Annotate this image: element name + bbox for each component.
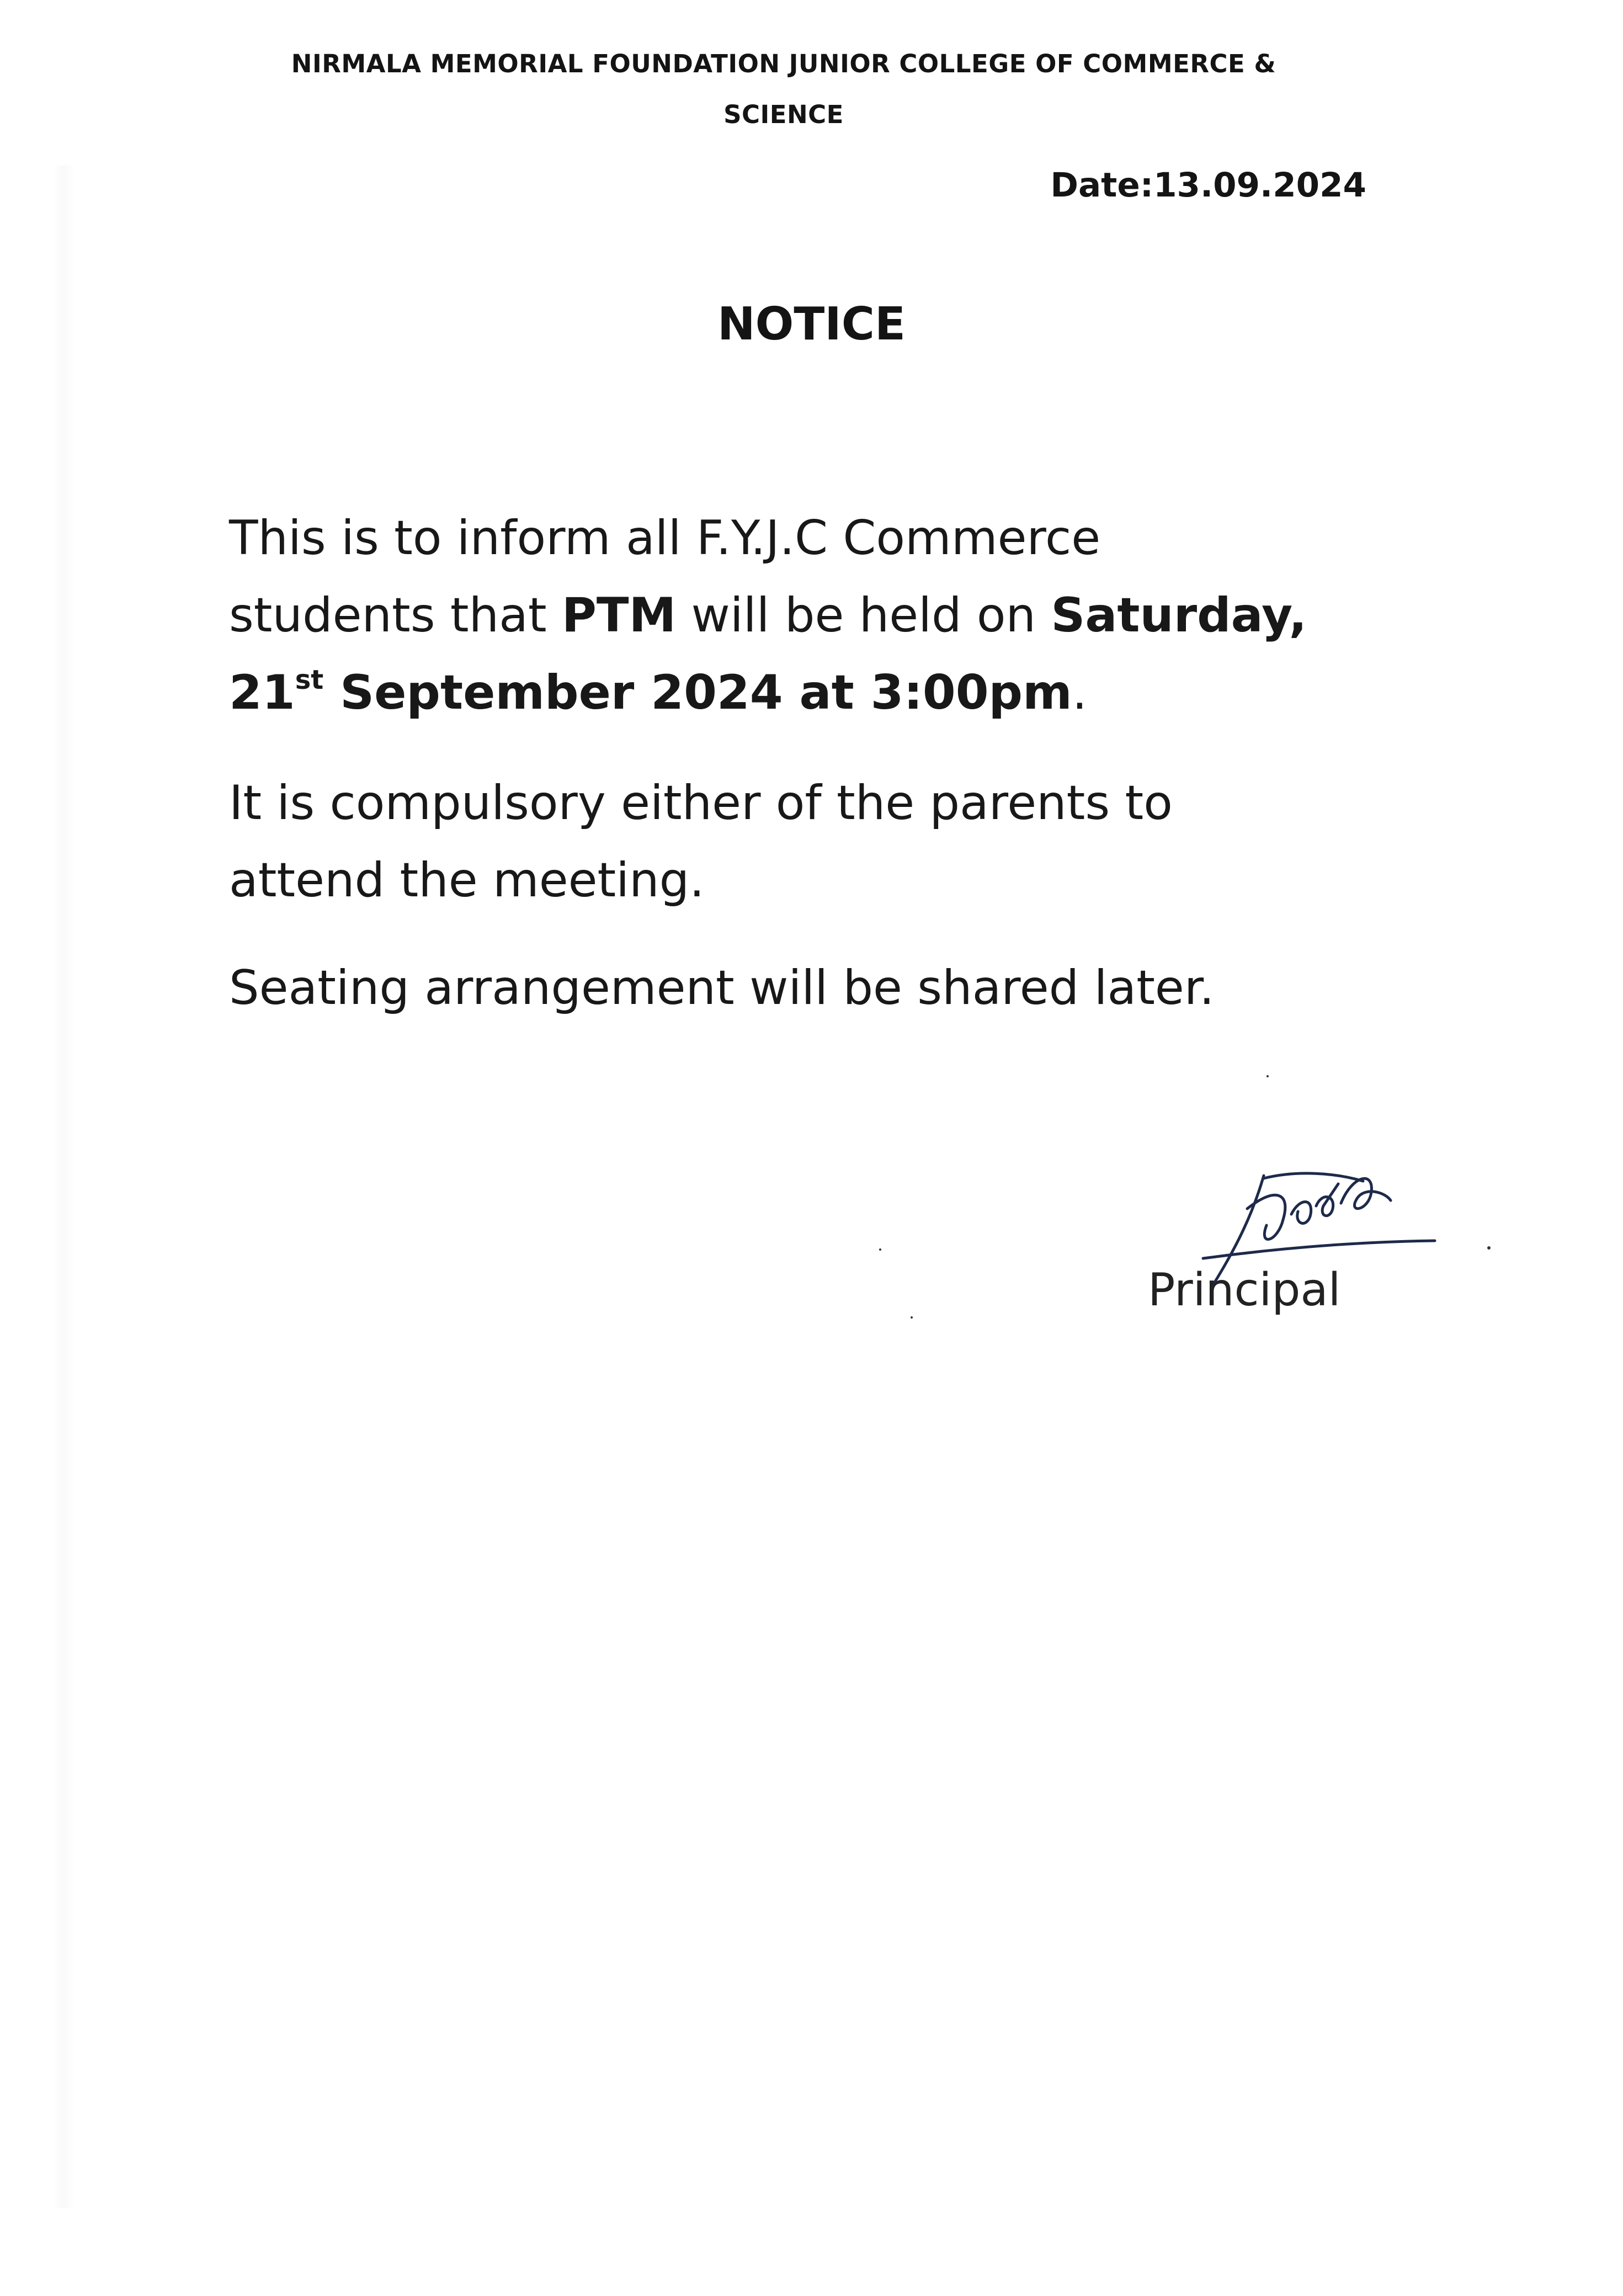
- text-day-number: 21: [229, 665, 295, 720]
- text-ordinal-suffix: st: [295, 665, 324, 695]
- scan-speck: [1267, 1075, 1269, 1077]
- notice-title: NOTICE: [717, 298, 906, 350]
- text-date-time: September 2024 at 3:00pm: [323, 665, 1072, 720]
- text-students-that: students that: [229, 588, 562, 643]
- paragraph1-line2: [229, 577, 1388, 654]
- paragraph-attendance: [229, 764, 1388, 919]
- header-line-2: SCIENCE: [723, 100, 844, 129]
- header-line-1: NIRMALA MEMORIAL FOUNDATION JUNIOR COLLEGE OF COMMERCE &: [291, 49, 1276, 78]
- scan-speck: [879, 1248, 881, 1251]
- paragraph3-line1: Seating arrangement will be shared later.: [229, 960, 1215, 1016]
- paragraph1-line3: [229, 654, 1388, 738]
- scan-speck: [1487, 1246, 1491, 1250]
- paragraph-ptm-announcement: [229, 499, 1388, 738]
- text-ptm: PTM: [561, 588, 677, 643]
- institution-header: [166, 39, 1402, 140]
- scan-speck: [911, 1316, 913, 1319]
- text-will-be-held-on: will be held on: [676, 588, 1051, 643]
- text-saturday: Saturday,: [1051, 588, 1307, 643]
- scan-shading: [52, 166, 75, 2208]
- paragraph2-line1: It is compulsory either of the parents to: [229, 775, 1173, 831]
- signatory-title: Principal: [1148, 1264, 1341, 1316]
- text-period: .: [1072, 665, 1088, 720]
- notice-date: Date:13.09.2024: [1050, 166, 1366, 205]
- paragraph-seating: [229, 949, 1388, 1027]
- paragraph1-line1: This is to inform all F.Y.J.C Commerce: [229, 511, 1101, 566]
- paragraph2-line2: attend the meeting.: [229, 853, 705, 908]
